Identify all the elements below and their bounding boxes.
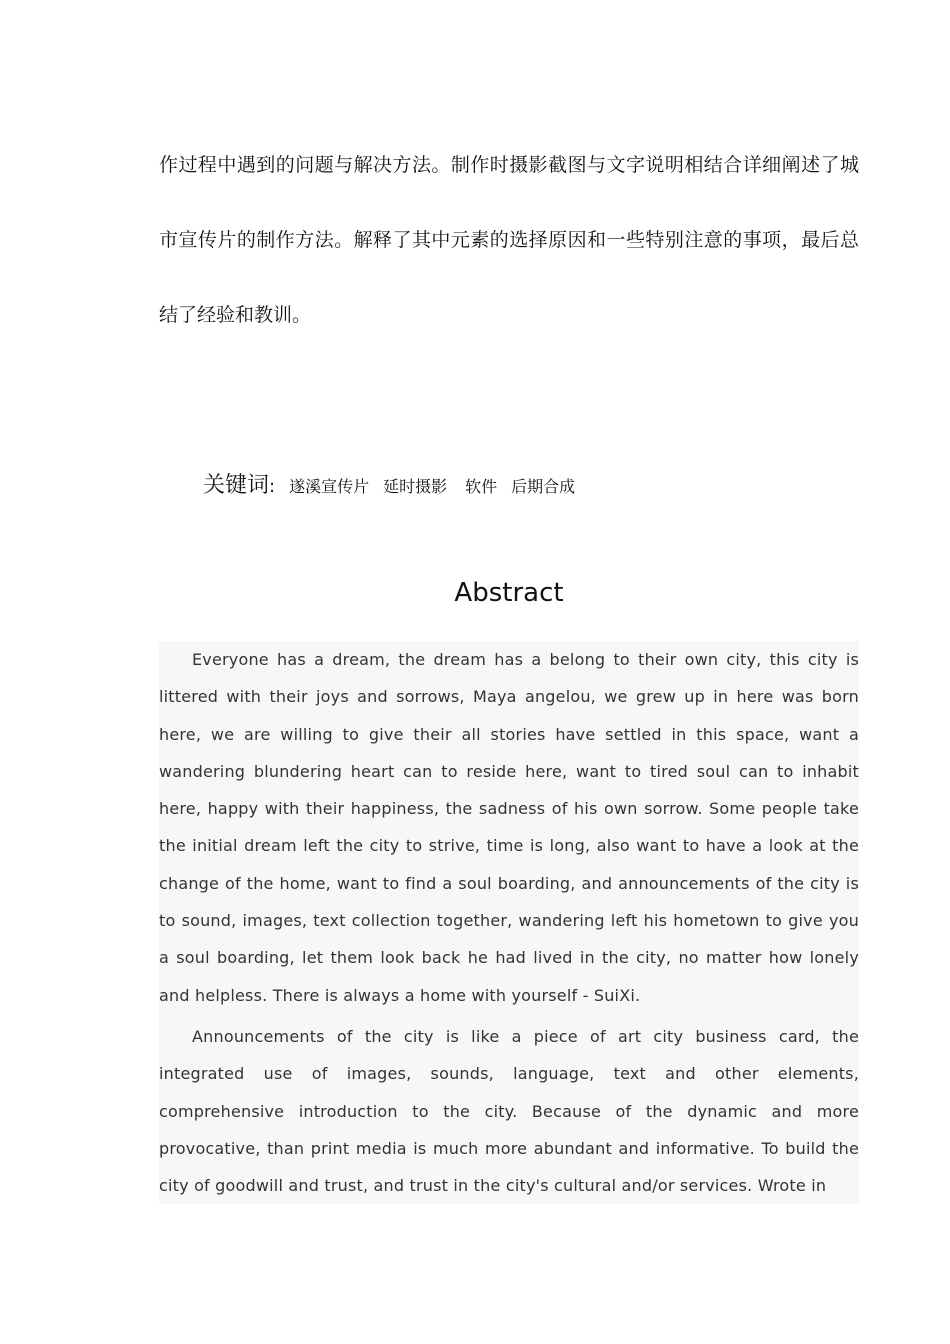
- abstract-paragraph: Announcements of the city is like a piece of art city business card, the integrated use of images, sounds, language, text and other elements, comprehensive introduction to the city. Because of the dynamic and more provocative, than print media is much more abundant and informative. To build the city of goodwill and trust, and trust in the city's cultural and/or services. Wrote in: [159, 1026, 859, 1196]
- keyword-item: 延时摄影: [383, 477, 448, 496]
- chinese-body-paragraph: 作过程中遇到的问题与解决方法。制作时摄影截图与文字说明相结合详细阐述了城市宣传片的制作方法。解释了其中元素的选择原因和一些特别注意的事项，最后总结了经验和教训。: [159, 154, 859, 326]
- keyword-item: 软件: [465, 477, 498, 496]
- keyword-item: 后期合成: [511, 477, 576, 496]
- keywords-colon: :: [269, 476, 276, 497]
- keywords-line: [203, 468, 589, 499]
- abstract-title: Abstract: [454, 578, 564, 608]
- keyword-item: 遂溪宣传片: [289, 477, 370, 496]
- keywords-label: 关键词: [203, 473, 270, 498]
- abstract-paragraph: Everyone has a dream, the dream has a belong to their own city, this city is littered with their joys and sorrows, Maya angelou, we grew up in here was born here, we are willing to give their all stories have settled in this space, want a wandering blundering heart can to reside here, want to tired soul can to inhabit here, happy with their happiness, the sadness of his own sorrow. Some people take the initial dream left the city to strive, time is long, also want to have a look at the change of the home, want to find a soul boarding, and announcements of the city is to sound, images, text collection together, wandering left his hometown to give you a soul boarding, let them look back he had lived in the city, no matter how lonely and helpless. There is always a home with yourself - SuiXi.: [159, 650, 859, 1005]
- abstract-body: [159, 641, 859, 1204]
